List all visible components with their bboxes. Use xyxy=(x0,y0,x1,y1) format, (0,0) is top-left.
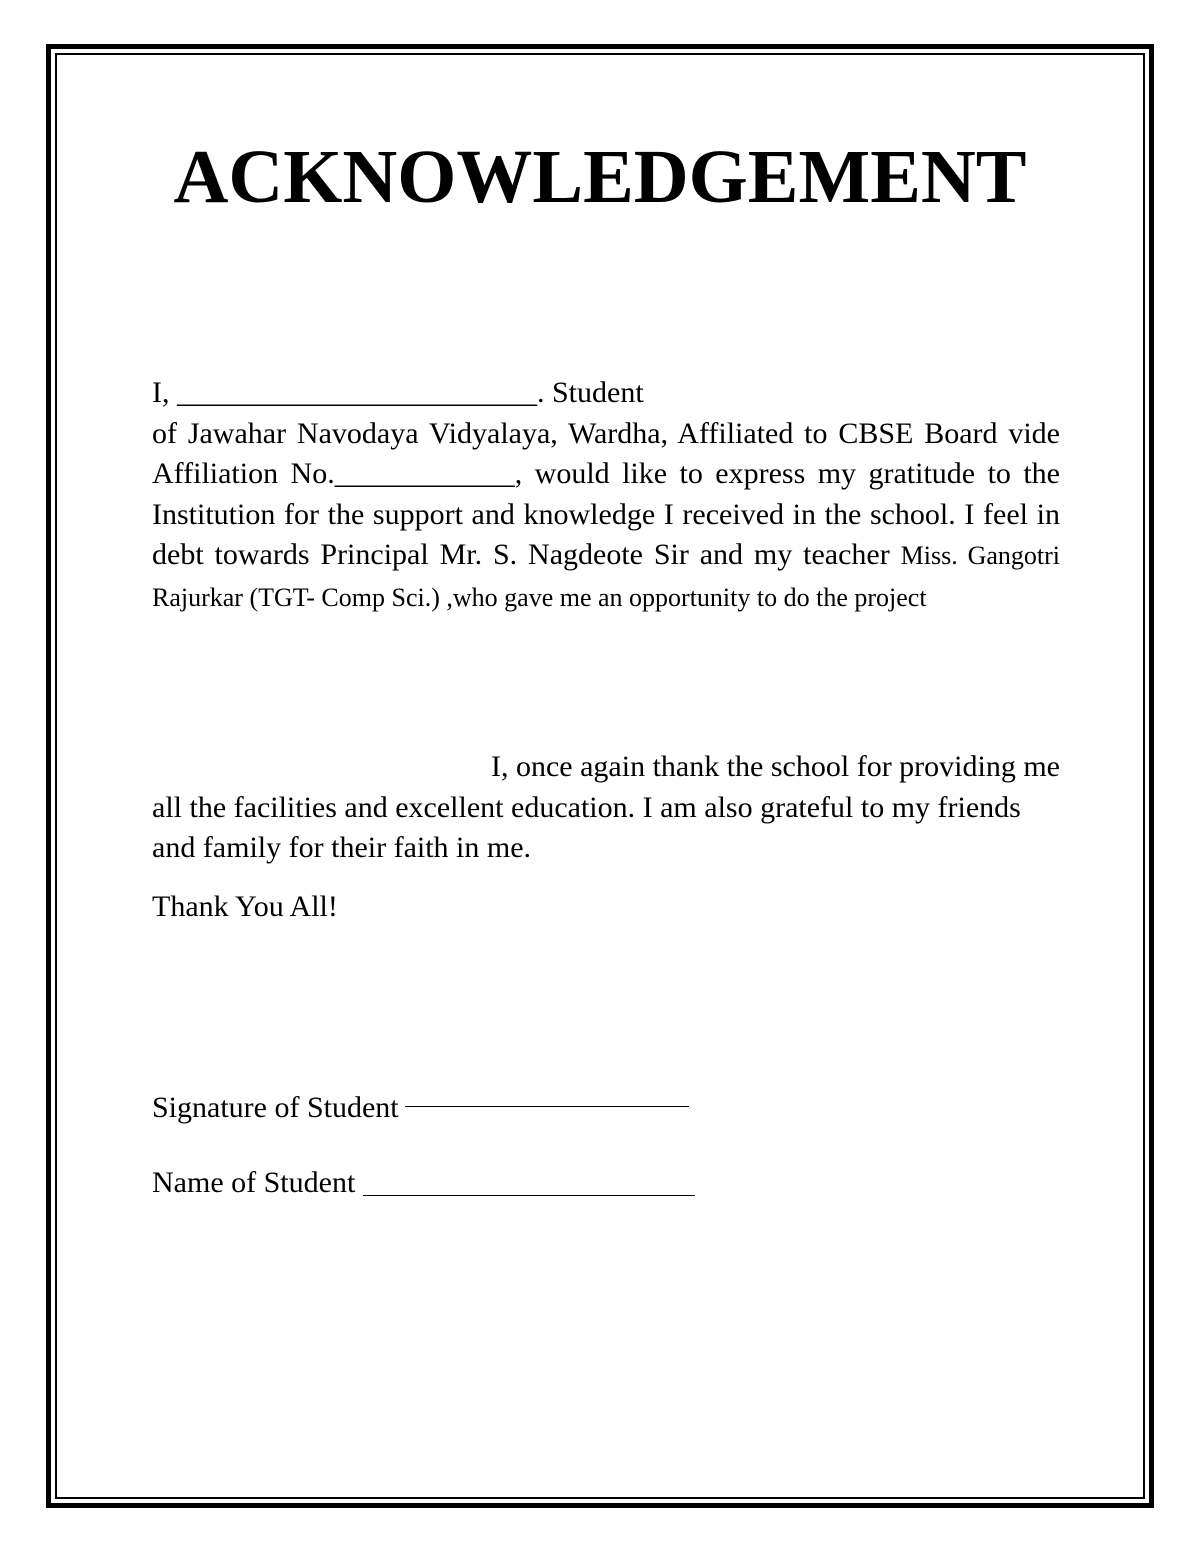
name-line xyxy=(363,1195,695,1196)
paragraph-1-text-a: of Jawahar Navodaya Vidyalaya, Wardha, Affiliated to CBSE Board vide Affiliation No.____________, would like to express my gratitude to the Institution for the support and knowledge I received in the school. I feel in debt towards Principal Mr. S. Nagdeote Sir and my teacher xyxy=(152,416,1060,571)
acknowledgement-paragraph-2 xyxy=(152,747,1060,869)
page-title: ACKNOWLEDGEMENT xyxy=(173,135,1027,219)
name-row xyxy=(152,1163,695,1203)
acknowledgement-paragraph-1 xyxy=(152,373,1060,618)
signature-label: Signature of Student xyxy=(152,1091,399,1124)
closing-line: Thank You All! xyxy=(152,890,338,923)
paragraph-1-text-b: Miss. Gangotri Rajurkar (TGT- Comp Sci.) ,who gave me an opportunity to do the project xyxy=(152,541,1060,612)
name-label: Name of Student xyxy=(152,1166,356,1199)
paragraph-2-lead: I, once again thank the school for providing me xyxy=(490,750,1060,783)
signature-row xyxy=(152,1088,689,1128)
signature-line xyxy=(405,1106,689,1107)
paragraph-1-lead: I, ________________________. Student xyxy=(152,376,644,409)
paragraph-2-text: all the facilities and excellent education. I am also grateful to my friends and family for their faith in me. xyxy=(152,790,1021,864)
